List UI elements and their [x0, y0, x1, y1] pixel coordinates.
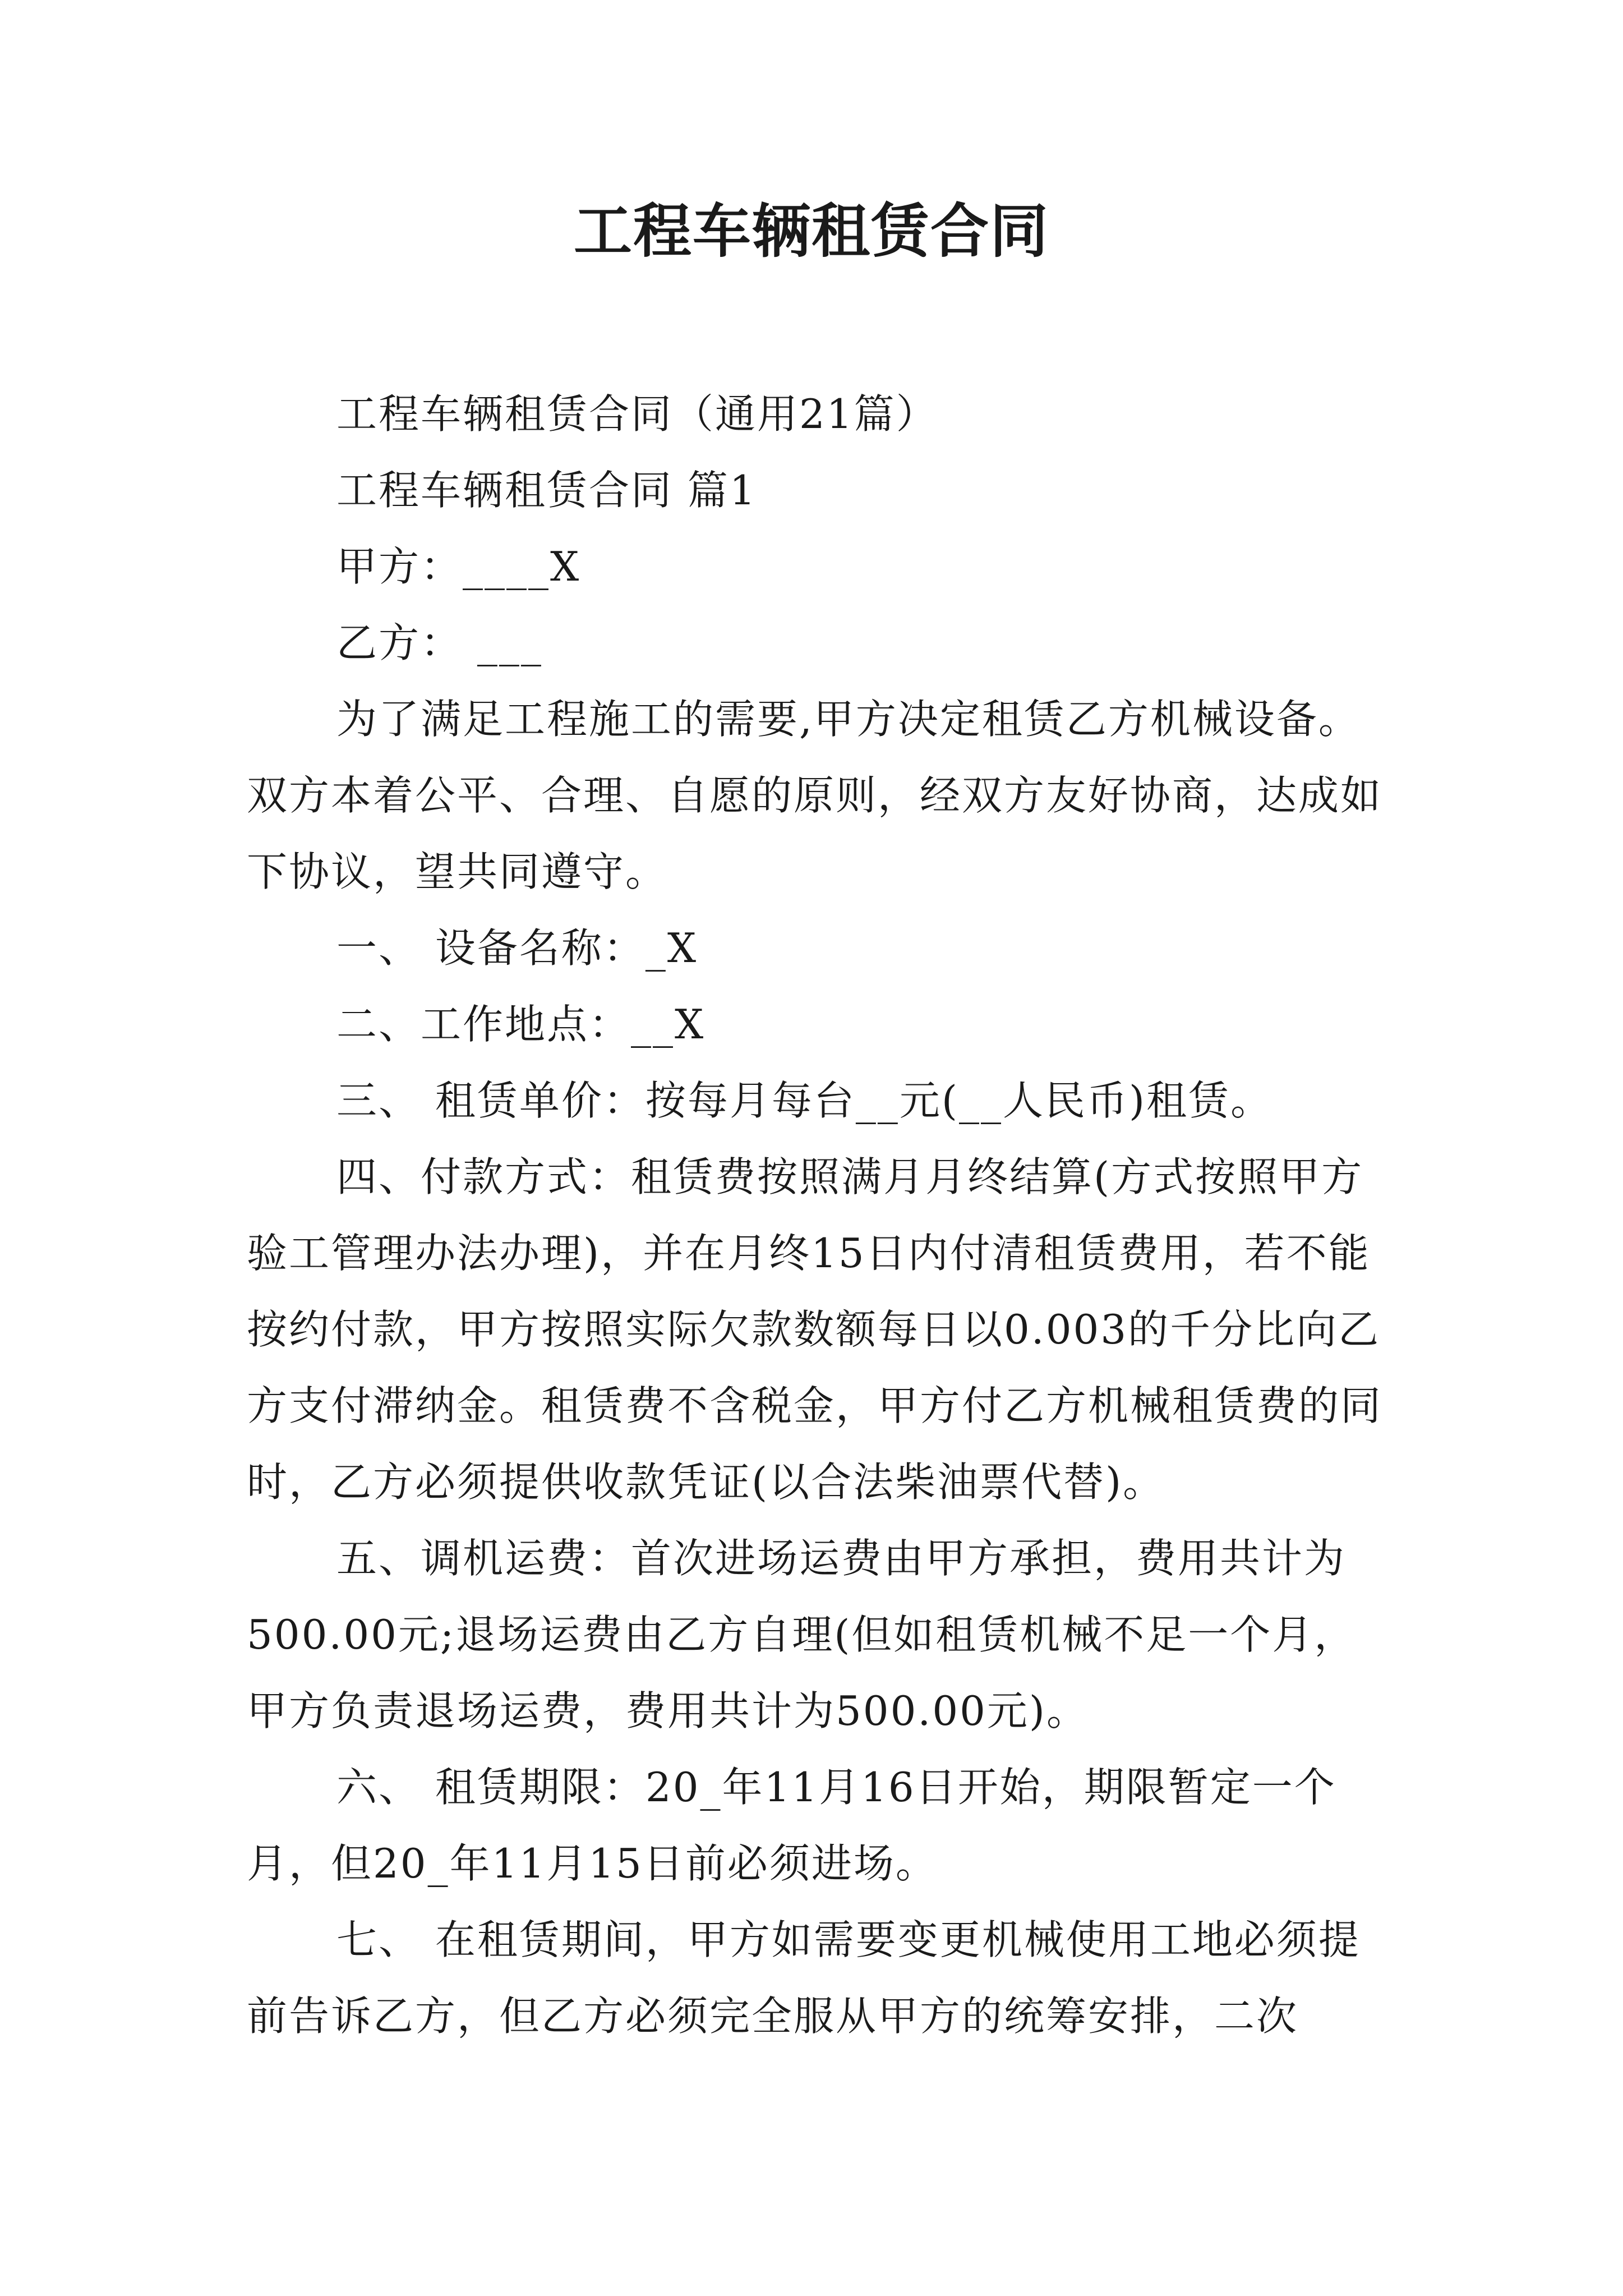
paragraph-collection-heading: 工程车辆租赁合同（通用21篇）	[336, 390, 938, 438]
paragraph-clause-5: 五、调机运费：首次进场运费由甲方承担，费用共计为500.00元;退场运费由乙方自理(但如租赁机械不足一个月，甲方负责退场运费，费用共计为500.00元)。	[247, 1535, 1357, 1734]
paragraph-clause-3: 三、 租赁单价：按每月每台__元(__人民币)租赁。	[336, 1077, 1273, 1124]
paragraph-clause-7: 七、 在租赁期间，甲方如需要变更机械使用工地必须提前告诉乙方，但乙方必须完全服从甲方的统筹安排，二次	[247, 1916, 1361, 2040]
paragraph-party-b: 乙方： ___	[336, 619, 543, 666]
paragraph-clause-6: 六、 租赁期限：20_年11月16日开始，期限暂定一个月，但20_年11月15日前必须进场。	[247, 1764, 1336, 1887]
paragraph-clause-2: 二、工作地点：__X	[336, 1001, 706, 1048]
paragraph-section-heading: 工程车辆租赁合同 篇1	[336, 467, 757, 514]
paragraph-preamble: 为了满足工程施工的需要,甲方决定租赁乙方机械设备。双方本着公平、合理、自愿的原则，经双方友好协商，达成如下协议，望共同遵守。	[247, 696, 1383, 895]
paragraph-party-a: 甲方：____X	[336, 543, 581, 590]
document-body	[247, 376, 1388, 2054]
document-title: 工程车辆租赁合同	[573, 196, 1049, 265]
paragraph-clause-1: 一、 设备名称：_X	[336, 924, 698, 972]
paragraph-clause-4: 四、付款方式：租赁费按照满月月终结算(方式按照甲方验工管理办法办理)，并在月终15日内付清租赁费用，若不能按约付款，甲方按照实际欠款数额每日以0.003的千分比向乙方支付滞纳金。租赁费不含税金，甲方付乙方机械租赁费的同时，乙方必须提供收款凭证(以合法柴油票代替)。	[247, 1153, 1383, 1506]
